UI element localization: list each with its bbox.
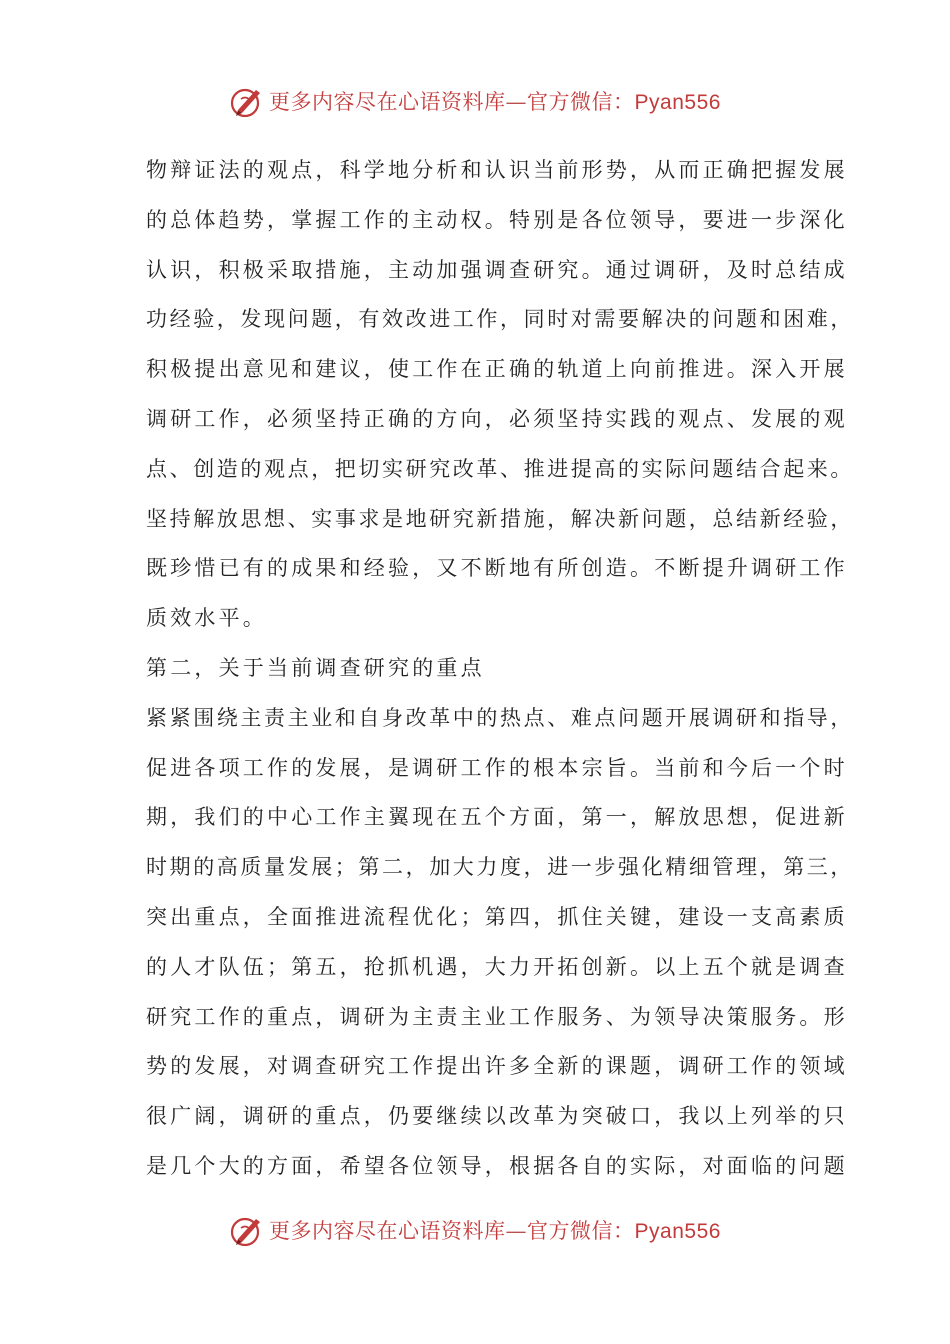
text-line: 物辩证法的观点，科学地分析和认识当前形势，从而正确把握发展 (146, 158, 848, 182)
text-line: 促进各项工作的发展，是调研工作的根本宗旨。当前和今后一个时 (146, 755, 848, 780)
text-line: 功经验，发现问题，有效改进工作，同时对需要解决的问题和困难， (146, 307, 854, 332)
banner-text: 更多内容尽在心语资料库 (269, 90, 506, 114)
text-line: 势的发展，对调查研究工作提出许多全新的课题，调研工作的领域 (146, 1054, 848, 1079)
banner-text: 更多内容尽在心语资料库 (269, 1219, 506, 1243)
text-line: 研究工作的重点，调研为主责主业工作服务、为领导决策服务。形 (146, 1004, 848, 1029)
text-line: 期，我们的中心工作主翼现在五个方面，第一，解放思想，促进新 (146, 805, 848, 830)
header-banner (0, 79, 950, 123)
section-heading: 第二，关于当前调查研究的重点 (146, 655, 485, 680)
text-line: 质效水平。 (146, 606, 267, 631)
text-line: 紧紧围绕主责主业和自身改革中的热点、难点问题开展调研和指导， (146, 705, 854, 730)
banner-handle: Pyan556 (634, 1220, 721, 1243)
banner-handle: Pyan556 (634, 91, 721, 114)
banner-separator: — (505, 1219, 528, 1243)
banner-label: 官方微信： (527, 90, 635, 114)
text-line: 的总体趋势，掌握工作的主动权。特别是各位领导，要进一步深化 (146, 207, 848, 232)
text-line: 调研工作，必须坚持正确的方向，必须坚持实践的观点、发展的观 (146, 406, 848, 431)
text-line: 积极提出意见和建议，使工作在正确的轨道上向前推进。深入开展 (146, 357, 848, 382)
text-line: 突出重点，全面推进流程优化；第四，抓住关键，建设一支高素质 (146, 904, 848, 929)
banner-label: 官方微信： (527, 1219, 635, 1243)
footer-banner (0, 1208, 950, 1252)
text-line: 既珍惜已有的成果和经验，又不断地有所创造。不断提升调研工作 (146, 556, 848, 581)
text-line: 点、创造的观点，把切实研究改革、推进提高的实际问题结合起来。 (146, 456, 854, 481)
text-line: 时期的高质量发展；第二，加大力度，进一步强化精细管理，第三， (146, 855, 854, 880)
document-body (146, 146, 854, 1192)
text-line: 认识，积极采取措施，主动加强调查研究。通过调研，及时总结成 (146, 257, 848, 282)
text-line: 是几个大的方面，希望各位领导，根据各自的实际，对面临的问题 (146, 1153, 848, 1178)
text-line: 的人才队伍；第五，抢抓机遇，大力开拓创新。以上五个就是调查 (146, 954, 848, 979)
text-line: 坚持解放思想、实事求是地研究新措施，解决新问题，总结新经验， (146, 506, 854, 531)
pen-logo-icon (229, 1212, 265, 1248)
text-line: 很广阔，调研的重点，仍要继续以改革为突破口，我以上列举的只 (146, 1104, 848, 1129)
banner-separator: — (505, 90, 528, 114)
pen-logo-icon (229, 83, 265, 119)
